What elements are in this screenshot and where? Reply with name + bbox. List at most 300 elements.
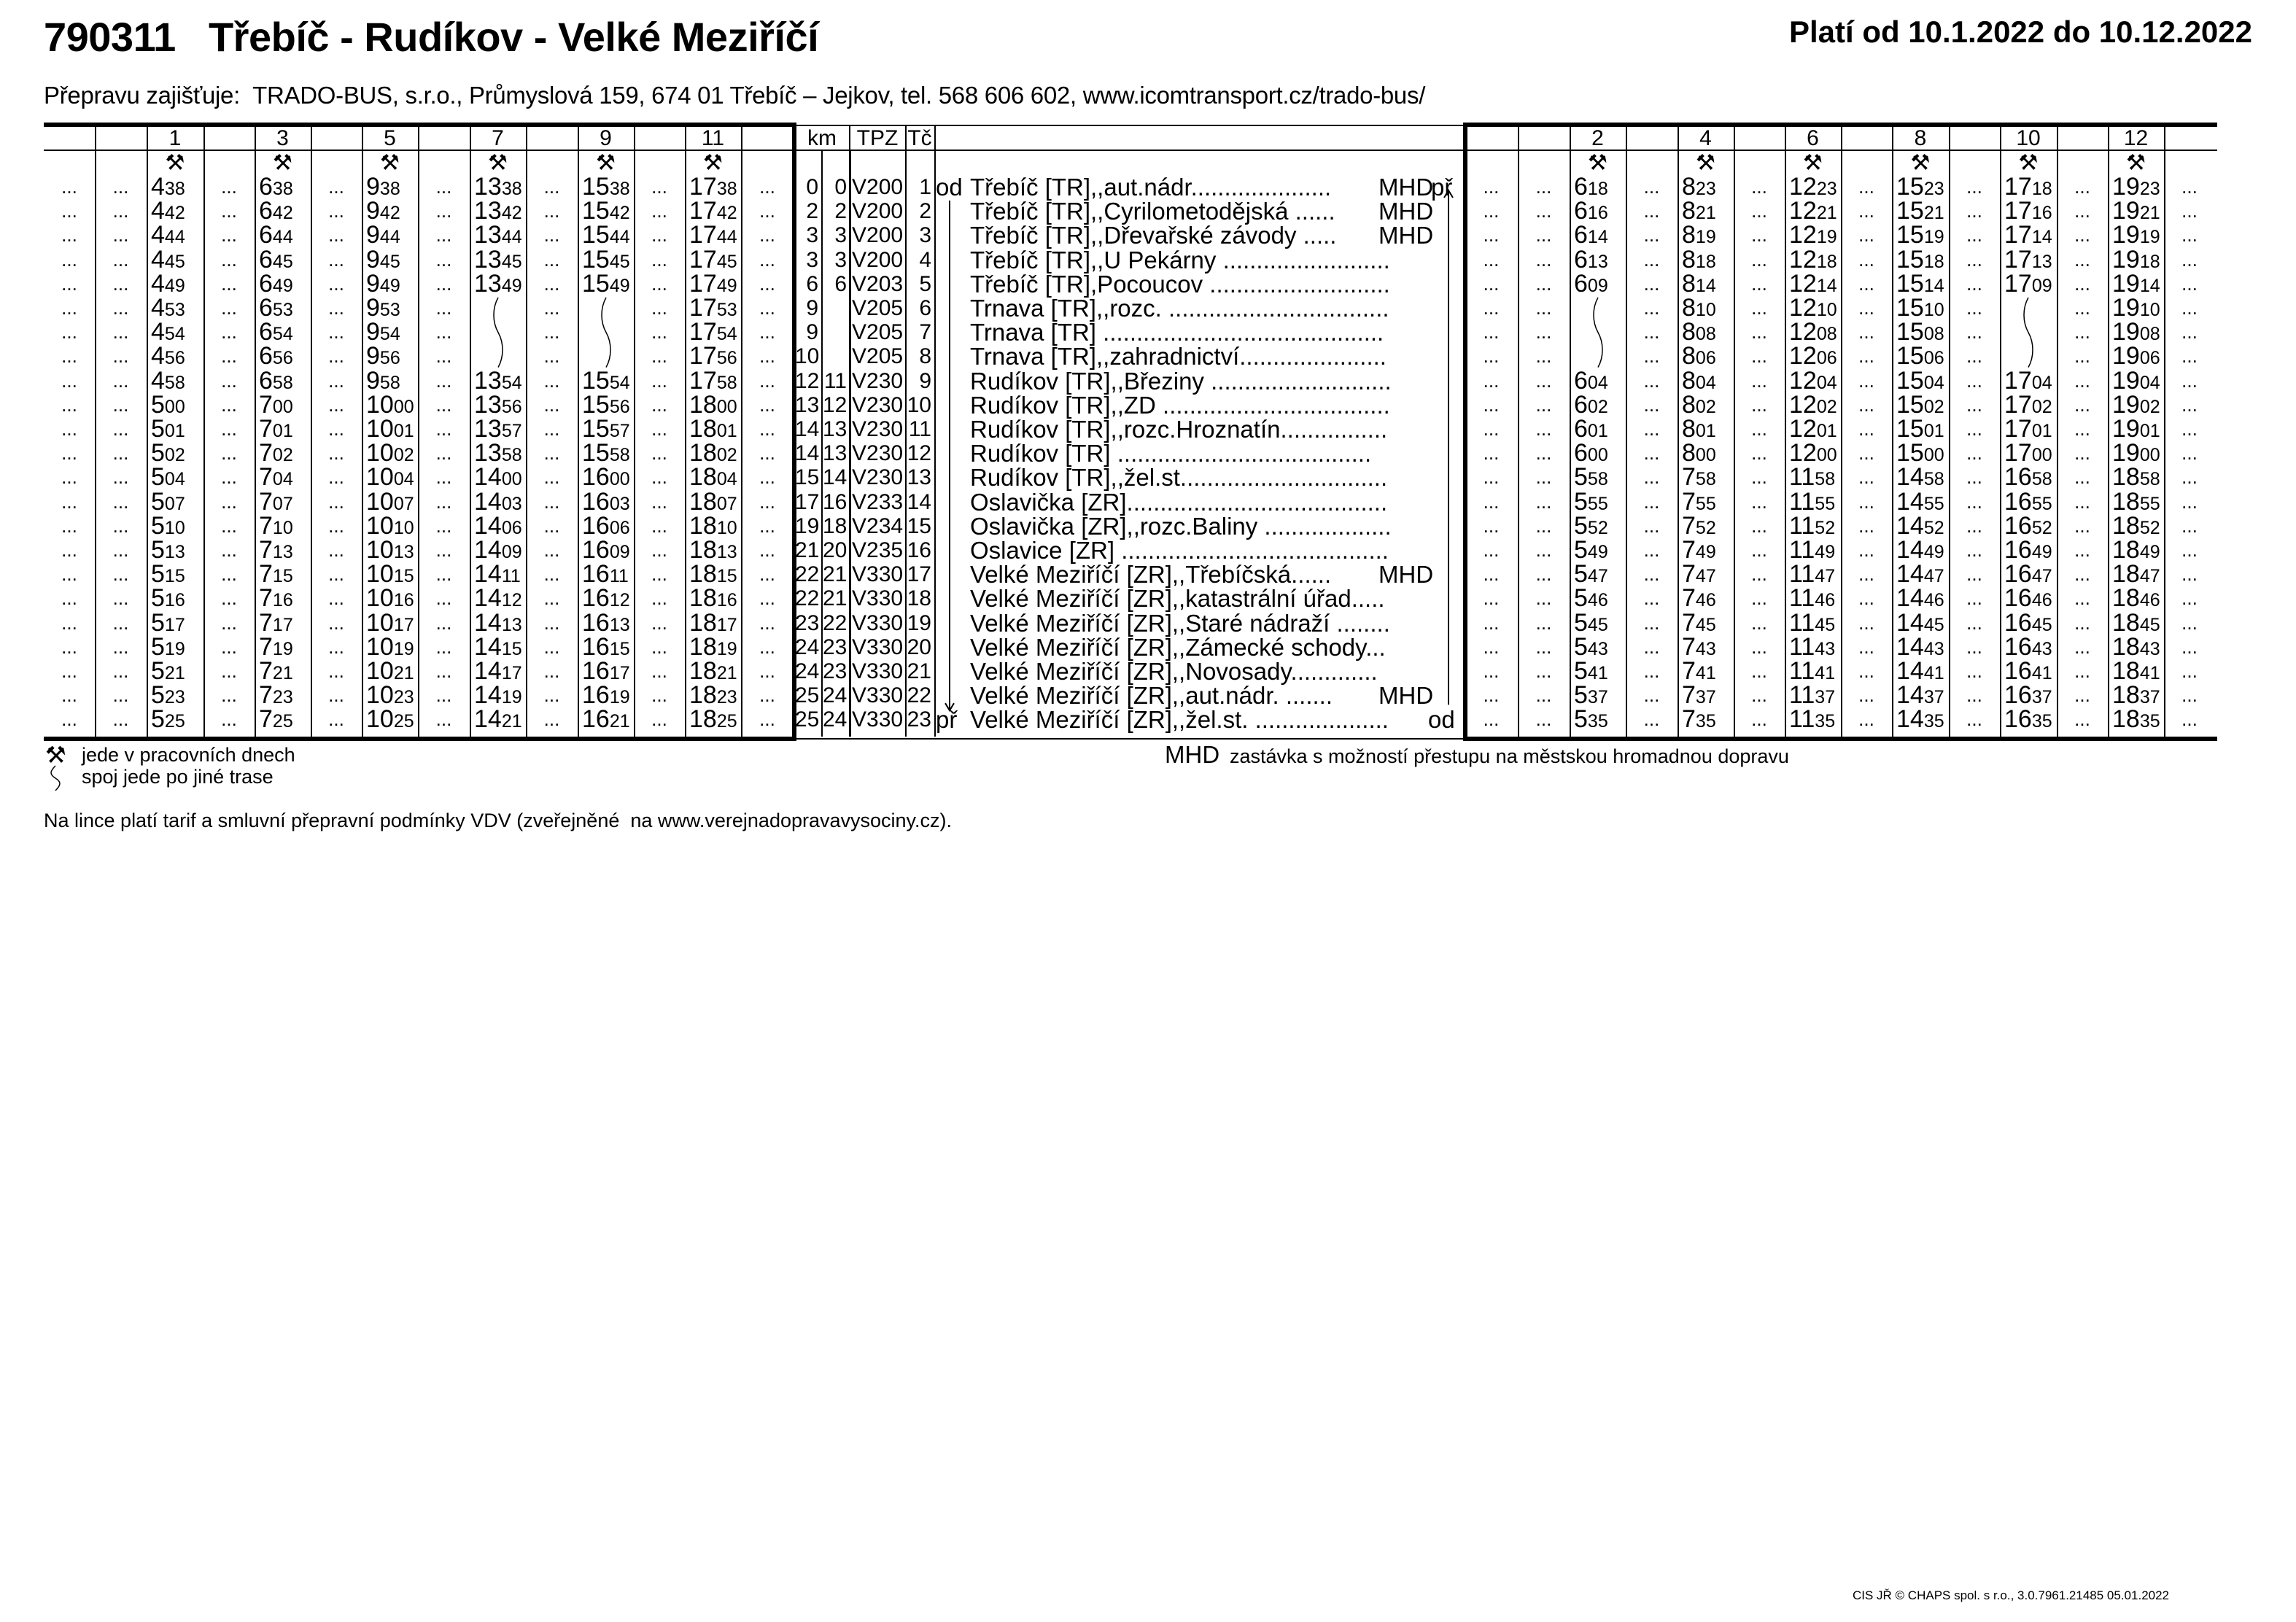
no-service-cell: ... [112,248,129,271]
other-route-icon [491,298,505,368]
hammers-icon: ⚒ [1696,151,1715,175]
no-service-cell: ... [2074,345,2090,368]
time-minute: 06 [609,517,630,538]
departure-time [582,463,632,492]
time-hour: 14 [1896,608,1924,637]
time-hour: 7 [1682,681,1696,710]
stop-label: Rudíkov [TR],,rozc.Hroznatín [970,416,1281,443]
time-minute: 37 [1923,687,1944,708]
departure-time [689,296,740,320]
time-hour: 6 [259,245,273,273]
no-service-cell: ... [759,539,775,561]
hammers-icon: ⚒ [380,151,400,175]
stop-name [970,199,1335,223]
time-minute: 10 [2139,300,2160,320]
no-service-cell: ... [1966,345,1982,368]
no-service-cell: ... [2181,442,2198,465]
no-service-cell: ... [1535,611,1552,634]
time-hour: 16 [2004,657,2032,685]
km-value-alt: 16 [823,489,848,514]
km-value-alt: 2 [834,199,847,224]
time-hour: 14 [1896,681,1924,710]
hammers-icon: ⚒ [1803,151,1823,175]
time-hour: 14 [474,584,502,613]
no-service-cell: ... [1535,224,1552,247]
time-minute: 04 [1587,372,1608,393]
time-minute: 11 [501,566,521,587]
no-service-cell: ... [1858,684,1874,707]
time-minute: 02 [2031,396,2052,417]
no-service-cell: ... [2181,248,2198,271]
time-hour: 8 [1682,197,1696,225]
time-minute: 02 [1816,396,1837,417]
no-service-cell: ... [328,297,344,319]
no-service-cell: ... [759,321,775,344]
no-service-cell: ... [1483,563,1500,586]
hammers-icon: ⚒ [2018,151,2039,175]
departure-time [2112,245,2163,273]
no-service-cell: ... [2181,708,2198,731]
no-service-cell: ... [1751,369,1767,392]
departure-time [1574,269,1624,298]
departure-time [366,175,416,199]
no-service-cell: ... [1483,272,1500,295]
no-service-cell: ... [435,369,452,392]
departure-time [1896,199,1947,223]
no-service-cell: ... [112,514,129,537]
time-minute: 45 [1923,614,1944,635]
time-minute: 08 [1816,324,1837,345]
no-service-cell: ... [328,684,344,707]
no-service-cell: ... [651,708,667,731]
no-service-cell: ... [1966,200,1982,222]
time-hour: 17 [2004,439,2032,467]
time-minute: 56 [716,348,737,369]
no-service-cell: ... [1643,321,1660,344]
no-service-cell: ... [435,321,452,344]
arrow-down-icon [942,201,957,713]
stop-label: Velké Meziříčí [ZR],,katastrální úřad [970,585,1351,613]
no-service-cell: ... [435,272,452,295]
time-hour: 16 [2004,463,2032,492]
time-hour: 17 [689,269,717,298]
time-hour: 11 [1789,632,1815,661]
time-hour: 10 [366,390,394,419]
time-hour: 15 [1896,173,1924,201]
trip-number: 4 [1699,126,1712,150]
km-value-alt: 22 [823,610,848,635]
time-minute: 15 [164,566,185,587]
no-service-cell: ... [112,200,129,222]
tpz-zone: V330 [852,707,904,732]
stop-order: 9 [919,368,931,393]
no-service-cell: ... [1751,176,1767,198]
time-minute: 55 [1695,493,1716,514]
leader-dots: ....................................... [1126,488,1388,516]
time-hour: 7 [259,511,273,540]
time-hour: 6 [259,269,273,298]
time-minute: 23 [1923,179,1944,199]
no-service-cell: ... [1643,563,1660,586]
no-service-cell: ... [1966,248,1982,271]
no-service-cell: ... [328,272,344,295]
departure-time [366,659,416,683]
departure-time [689,632,740,661]
time-minute: 44 [164,227,185,248]
no-service-cell: ... [221,514,237,537]
time-hour: 18 [689,487,717,516]
departure-time [1789,223,1839,247]
departure-time [1682,199,1732,223]
time-minute: 00 [1695,445,1716,466]
departure-time [2004,463,2055,492]
departure-time [689,199,740,223]
time-hour: 12 [1789,342,1817,370]
hammers-icon: ⚒ [703,151,723,175]
column-divider [2108,125,2109,737]
departure-time [582,538,632,562]
no-service-cell: ... [651,272,667,295]
time-minute: 21 [1923,203,1944,224]
time-minute: 18 [2031,179,2052,199]
departure-time [259,681,309,710]
time-minute: 46 [1587,590,1608,611]
time-hour: 11 [1789,511,1815,540]
time-hour: 18 [2112,705,2140,734]
stop-label: Trnava [TR] [970,319,1096,346]
departure-time [1789,417,1839,441]
time-hour: 15 [1896,197,1924,225]
time-minute: 45 [2139,614,2160,635]
departure-time [474,175,524,199]
departure-time [1896,538,1947,562]
time-hour: 7 [259,705,273,734]
departure-time [1896,223,1947,247]
stop-order: 16 [907,538,931,562]
no-service-cell: ... [543,611,560,634]
stop-order: 23 [907,707,931,732]
time-minute: 56 [164,348,185,369]
no-service-cell: ... [651,539,667,561]
departure-time [1682,463,1732,492]
no-service-cell: ... [543,684,560,707]
departure-time [2004,608,2055,637]
no-service-cell: ... [328,442,344,465]
no-service-cell: ... [651,563,667,586]
time-hour: 11 [1789,584,1815,613]
time-hour: 11 [1789,463,1815,492]
time-hour: 7 [259,657,273,685]
time-hour: 17 [2004,390,2032,419]
no-service-cell: ... [112,176,129,198]
no-service-cell: ... [2181,635,2198,658]
time-hour: 18 [689,681,717,710]
no-service-cell: ... [2074,248,2090,271]
time-minute: 00 [393,396,414,417]
time-hour: 5 [1574,560,1588,589]
no-service-cell: ... [61,297,77,319]
time-hour: 14 [1896,657,1924,685]
no-service-cell: ... [2181,660,2198,682]
no-service-cell: ... [1535,587,1552,610]
departure-time [151,659,202,683]
time-hour: 12 [1789,439,1817,467]
no-service-cell: ... [2181,369,2198,392]
time-minute: 15 [501,638,522,659]
no-service-cell: ... [61,442,77,465]
time-minute: 56 [609,396,630,417]
no-service-cell: ... [1643,200,1660,222]
time-hour: 10 [366,681,394,710]
departure-time [366,344,416,368]
departure-time [1789,175,1839,199]
time-hour: 10 [366,657,394,685]
time-hour: 7 [1682,705,1696,734]
time-minute: 09 [501,542,522,562]
time-minute: 00 [2031,445,2052,466]
time-minute: 04 [2031,372,2052,393]
stop-label: Velké Meziříčí [ZR],,Novosady [970,658,1291,685]
no-service-cell: ... [2074,660,2090,682]
time-minute: 00 [2139,445,2160,466]
time-hour: 19 [2112,294,2140,322]
time-hour: 18 [689,511,717,540]
departure-time [1682,366,1732,395]
departure-time [689,344,740,368]
time-hour: 15 [582,415,610,443]
time-hour: 14 [474,632,502,661]
time-hour: 18 [2112,463,2140,492]
time-hour: 16 [2004,681,2032,710]
no-service-cell: ... [1643,176,1660,198]
time-minute: 00 [164,396,185,417]
departure-time [259,344,309,368]
time-hour: 15 [1896,294,1924,322]
time-minute: 53 [716,300,737,320]
no-service-cell: ... [2074,393,2090,416]
time-hour: 12 [1789,390,1817,419]
stop-name [970,320,1384,344]
departure-time [151,707,202,732]
time-minute: 00 [716,396,737,417]
leader-dots: .................... [1248,706,1389,734]
km-value: 17 [795,489,820,514]
no-service-cell: ... [543,587,560,610]
no-service-cell: ... [1966,684,1982,707]
time-minute: 04 [1695,372,1716,393]
no-service-cell: ... [112,442,129,465]
departure-time [259,441,309,465]
no-service-cell: ... [1483,466,1500,489]
time-hour: 7 [259,584,273,613]
no-service-cell: ... [1535,660,1552,682]
time-minute: 02 [1587,396,1608,417]
time-minute: 17 [609,663,630,683]
time-hour: 9 [366,294,380,322]
departure-time [2112,659,2163,683]
stop-name [970,538,1389,562]
time-hour: 5 [151,463,165,492]
time-minute: 16 [164,590,185,611]
no-service-cell: ... [1535,563,1552,586]
time-hour: 16 [582,536,610,564]
no-service-cell: ... [61,393,77,416]
no-service-cell: ... [61,345,77,368]
no-service-cell: ... [651,248,667,271]
time-minute: 10 [716,517,737,538]
time-minute: 15 [609,638,630,659]
time-hour: 7 [259,536,273,564]
time-hour: 5 [151,681,165,710]
no-service-cell: ... [759,466,775,489]
other-route-icon [1591,298,1605,368]
no-service-cell: ... [1483,635,1500,658]
departure-time [1682,681,1732,710]
no-service-cell: ... [651,297,667,319]
leader-dots: ........ [1330,609,1390,637]
hammers-icon: ⚒ [273,151,292,175]
leader-dots: ........................... [1203,270,1390,298]
time-minute: 35 [1923,711,1944,732]
time-minute: 13 [2031,251,2052,272]
no-service-cell: ... [543,393,560,416]
departure-time [474,608,524,637]
other-route-icon [48,766,63,791]
no-service-cell: ... [112,611,129,634]
time-hour: 7 [259,390,273,419]
departure-time [2112,296,2163,320]
no-service-cell: ... [1858,611,1874,634]
no-service-cell: ... [2074,442,2090,465]
departure-time [582,223,632,247]
time-minute: 07 [716,493,737,514]
no-service-cell: ... [112,272,129,295]
time-hour: 16 [582,463,610,492]
no-service-cell: ... [221,442,237,465]
no-service-cell: ... [2074,563,2090,586]
time-minute: 58 [1815,469,1836,490]
time-hour: 8 [1682,366,1696,395]
time-minute: 04 [1923,372,1944,393]
trip-number: 8 [1914,126,1927,150]
no-service-cell: ... [61,272,77,295]
departure-time [2112,223,2163,247]
time-minute: 38 [379,179,400,199]
departure-time [1896,175,1947,199]
time-minute: 21 [272,663,293,683]
no-service-cell: ... [1858,345,1874,368]
time-hour: 14 [1896,705,1924,734]
no-service-cell: ... [1643,587,1660,610]
time-hour: 17 [689,221,717,249]
no-service-cell: ... [1535,635,1552,658]
departure-time [366,296,416,320]
time-minute: 01 [1587,421,1608,441]
time-minute: 54 [609,372,630,393]
no-service-cell: ... [1751,587,1767,610]
hammers-icon: ⚒ [1588,151,1607,175]
leader-dots: .......................................... [1095,319,1384,346]
time-minute: 21 [716,663,737,683]
time-hour: 8 [1682,439,1696,467]
time-hour: 15 [582,245,610,273]
no-service-cell: ... [651,635,667,658]
no-service-cell: ... [1858,200,1874,222]
time-minute: 09 [609,542,630,562]
no-service-cell: ... [1483,660,1500,682]
trip-number: 11 [701,126,725,150]
time-hour: 19 [2112,197,2140,225]
no-service-cell: ... [328,539,344,561]
time-minute: 38 [716,179,737,199]
no-service-cell: ... [1483,393,1500,416]
departure-time [1682,584,1732,613]
stop-name [970,272,1390,296]
time-hour: 18 [689,415,717,443]
time-hour: 10 [366,632,394,661]
stop-name [970,659,1378,683]
no-service-cell: ... [1483,224,1500,247]
time-minute: 16 [716,590,737,611]
no-service-cell: ... [1751,684,1767,707]
no-service-cell: ... [1966,272,1982,295]
time-hour: 5 [151,584,165,613]
departure-time [366,320,416,344]
time-minute: 06 [2139,348,2160,369]
no-service-cell: ... [328,393,344,416]
time-hour: 6 [1574,197,1588,225]
time-minute: 37 [1815,687,1836,708]
time-hour: 17 [2004,366,2032,395]
departure-time [474,707,524,732]
departure-time [1574,223,1624,247]
departure-time [151,366,202,395]
departure-time [259,707,309,732]
tpz-zone: V230 [852,465,904,490]
stop-order: 10 [907,392,931,417]
no-service-cell: ... [1966,418,1982,440]
no-service-cell: ... [61,418,77,440]
no-service-cell: ... [543,369,560,392]
time-hour: 19 [2112,342,2140,370]
no-service-cell: ... [328,345,344,368]
time-minute: 25 [393,711,414,732]
time-hour: 19 [2112,439,2140,467]
column-divider [1785,125,1786,737]
departure-time [151,538,202,562]
no-service-cell: ... [2074,587,2090,610]
time-minute: 54 [164,324,185,345]
departure-time [1682,632,1732,661]
no-service-cell: ... [61,490,77,513]
no-service-cell: ... [112,345,129,368]
leader-dots: ...................................... [1110,440,1372,467]
departure-time [2112,344,2163,368]
no-service-cell: ... [435,200,452,222]
no-service-cell: ... [1751,272,1767,295]
no-service-cell: ... [2181,321,2198,344]
km-value-alt: 23 [823,635,848,659]
time-minute: 44 [716,227,737,248]
no-service-cell: ... [759,272,775,295]
no-service-cell: ... [2074,684,2090,707]
departure-time [1896,417,1947,441]
no-service-cell: ... [328,514,344,537]
stop-name [970,344,1386,368]
time-hour: 15 [1896,221,1924,249]
time-minute: 16 [2031,203,2052,224]
no-service-cell: ... [2074,514,2090,537]
